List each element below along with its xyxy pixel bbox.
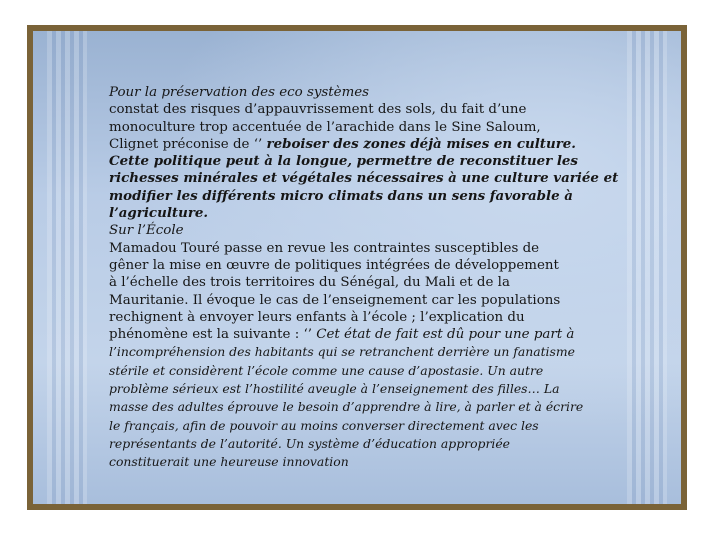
text-line bbox=[109, 398, 649, 416]
text-line bbox=[109, 292, 649, 309]
text-segment: Sur l’École bbox=[109, 223, 184, 239]
text-segment: représentants de l’autorité. Un système d’éducation appropriée bbox=[109, 435, 511, 451]
text-line bbox=[109, 309, 649, 326]
text-segment: reboiser des zones déjà mises en culture. bbox=[266, 135, 576, 152]
text-line bbox=[109, 205, 649, 222]
text-segment: gêner la mise en œuvre de politiques intégrées de développement bbox=[109, 257, 559, 273]
text-segment: constat des risques d’appauvrissement des sols, du fait d’une bbox=[109, 102, 527, 118]
text-segment: Mamadou Touré passe en revue les contraintes susceptibles de bbox=[109, 240, 540, 256]
text-line bbox=[109, 362, 649, 380]
text-segment: constituerait une heureuse innovation bbox=[109, 454, 349, 470]
text-segment: richesses minérales et végétales nécessaires à une culture variée et bbox=[109, 170, 619, 187]
decorative-column-left bbox=[47, 31, 87, 504]
text-line bbox=[109, 380, 649, 398]
text-line bbox=[109, 435, 649, 453]
text-segment: phénomène est la suivante : ‘’ bbox=[109, 327, 317, 343]
text-line bbox=[109, 274, 649, 291]
text-line bbox=[109, 343, 649, 361]
text-line bbox=[109, 240, 649, 257]
text-segment: l’incompréhension des habitants qui se retranchent derrière un fanatisme bbox=[109, 344, 575, 360]
text-segment: Pour la préservation des eco systèmes bbox=[109, 85, 370, 100]
text-line bbox=[109, 453, 649, 471]
text-segment: rechignent à envoyer leurs enfants à l’école ; l’explication du bbox=[109, 309, 525, 325]
text-line bbox=[109, 119, 649, 136]
text-segment: Clignet préconise de ‘’ bbox=[109, 136, 267, 152]
text-line bbox=[109, 153, 649, 170]
text-segment: monoculture trop accentuée de l’arachide dans le Sine Saloum, bbox=[109, 119, 541, 135]
text-segment: le français, afin de pouvoir au moins converser directement avec les bbox=[109, 417, 539, 433]
text-line bbox=[109, 84, 649, 101]
text-segment: Mauritanie. Il évoque le cas de l’enseignement car les populations bbox=[109, 292, 561, 308]
text-segment: modifier les différents micro climats dans un sens favorable à bbox=[109, 187, 573, 204]
text-line bbox=[109, 222, 649, 239]
text-line bbox=[109, 417, 649, 435]
text-segment: Cet état de fait est dû pour une part à bbox=[316, 327, 575, 343]
text-line bbox=[109, 170, 649, 187]
text-segment: stérile et considèrent l’école comme une cause d’apostasie. Un autre bbox=[109, 362, 544, 378]
text-segment: à l’échelle des trois territoires du Sénégal, du Mali et de la bbox=[109, 275, 510, 291]
text-line bbox=[109, 136, 649, 153]
text-line bbox=[109, 101, 649, 118]
slide-body-text bbox=[109, 84, 649, 472]
slide-frame bbox=[27, 25, 687, 510]
text-segment: Cette politique peut à la longue, permettre de reconstituer les bbox=[109, 153, 578, 170]
text-segment: masse des adultes éprouve le besoin d’apprendre à lire, à parler et à écrire bbox=[109, 399, 584, 415]
text-segment: l’agriculture. bbox=[109, 205, 209, 222]
text-line bbox=[109, 326, 649, 343]
text-segment: problème sérieux est l’hostilité aveugle à l’enseignement des filles… La bbox=[109, 381, 560, 397]
text-line bbox=[109, 257, 649, 274]
text-line bbox=[109, 188, 649, 205]
